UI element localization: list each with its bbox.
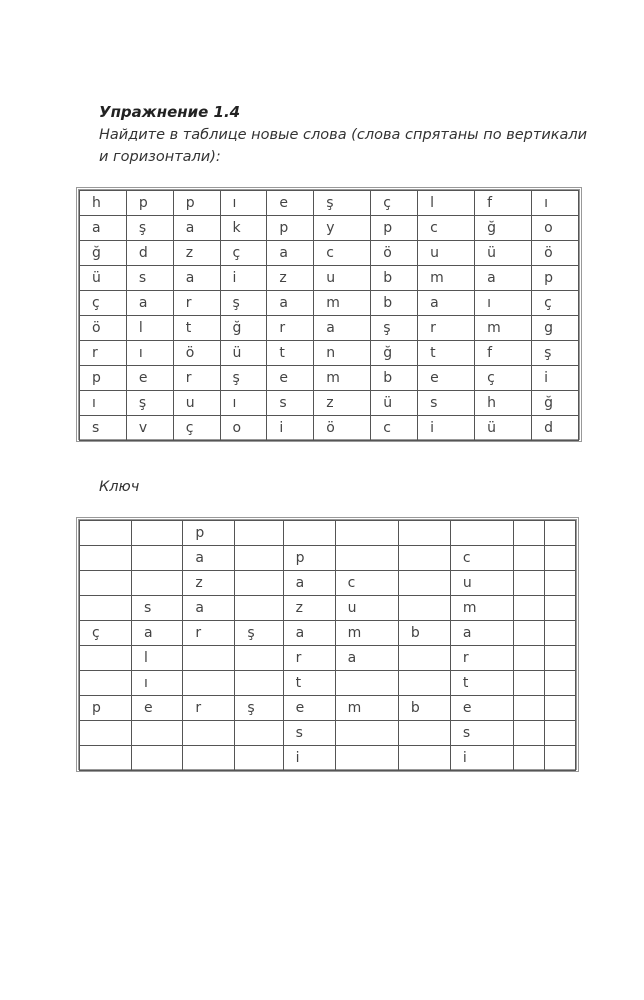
grid-cell: h (475, 391, 532, 416)
grid-row (80, 596, 576, 621)
exercise-title: Упражнение 1.4 (99, 103, 241, 121)
grid-cell: m (314, 366, 371, 391)
grid-cell (514, 621, 545, 646)
grid-cell: t (267, 341, 314, 366)
grid-row (80, 721, 576, 746)
grid-cell: ğ (371, 341, 418, 366)
answer-key-grid (76, 517, 579, 772)
grid-cell: ö (371, 241, 418, 266)
grid-cell: s (80, 416, 127, 441)
grid-cell: h (80, 191, 127, 216)
grid-cell: s (267, 391, 314, 416)
grid-cell: s (283, 721, 335, 746)
grid-cell: l (418, 191, 475, 216)
grid-cell: d (532, 416, 579, 441)
grid-cell (80, 671, 132, 696)
grid-cell (132, 721, 183, 746)
grid-cell: ü (475, 241, 532, 266)
grid-cell: p (183, 521, 235, 546)
grid-cell: ş (532, 341, 579, 366)
grid-cell: v (126, 416, 173, 441)
grid-cell: a (173, 216, 220, 241)
grid-cell (80, 571, 132, 596)
grid-row (80, 621, 576, 646)
grid-cell: s (450, 721, 513, 746)
grid-cell: ı (80, 391, 127, 416)
grid-cell: c (335, 571, 398, 596)
grid-cell: m (418, 266, 475, 291)
grid-cell (335, 521, 398, 546)
grid-cell: a (183, 596, 235, 621)
grid-cell (183, 671, 235, 696)
grid-row (80, 266, 579, 291)
grid-cell: a (80, 216, 127, 241)
grid-cell: a (335, 646, 398, 671)
grid-cell: t (283, 671, 335, 696)
grid-cell: i (418, 416, 475, 441)
grid-cell (398, 596, 450, 621)
grid-cell: p (80, 366, 127, 391)
grid-cell (80, 721, 132, 746)
grid-cell: a (475, 266, 532, 291)
grid-cell (545, 646, 576, 671)
grid-cell: e (450, 696, 513, 721)
grid-cell: m (450, 596, 513, 621)
grid-row (80, 696, 576, 721)
grid-cell: u (450, 571, 513, 596)
grid-cell (398, 646, 450, 671)
grid-cell (545, 571, 576, 596)
grid-row (80, 191, 579, 216)
grid-cell (545, 696, 576, 721)
grid-cell: ç (475, 366, 532, 391)
grid-cell: a (173, 266, 220, 291)
grid-cell: b (371, 291, 418, 316)
grid-row (80, 366, 579, 391)
grid-cell (80, 746, 132, 771)
grid-cell: ö (173, 341, 220, 366)
grid-cell: l (126, 316, 173, 341)
grid-row (80, 316, 579, 341)
exercise-instruction: Найдите в таблице новые слова (слова спрятаны по вертикали и горизонтали): (99, 127, 588, 165)
grid-cell: o (220, 416, 267, 441)
grid-cell: ö (314, 416, 371, 441)
grid-cell: k (220, 216, 267, 241)
grid-cell: ü (475, 416, 532, 441)
grid-cell (545, 521, 576, 546)
grid-cell: b (371, 366, 418, 391)
grid-cell: b (398, 621, 450, 646)
grid-cell: ş (126, 391, 173, 416)
grid-row (80, 571, 576, 596)
grid-row (80, 646, 576, 671)
grid-cell: ğ (80, 241, 127, 266)
grid-cell: p (371, 216, 418, 241)
grid-cell: a (450, 621, 513, 646)
grid-cell (235, 596, 283, 621)
grid-cell (80, 596, 132, 621)
grid-cell: ü (80, 266, 127, 291)
grid-cell: a (418, 291, 475, 316)
grid-cell: ğ (220, 316, 267, 341)
grid-cell (514, 671, 545, 696)
grid-cell (398, 521, 450, 546)
grid-cell: z (314, 391, 371, 416)
grid-cell: ç (173, 416, 220, 441)
grid-row (80, 341, 579, 366)
grid-row (80, 216, 579, 241)
grid-cell (514, 546, 545, 571)
grid-cell (398, 571, 450, 596)
grid-cell: t (418, 341, 475, 366)
grid-cell (545, 546, 576, 571)
grid-cell (514, 521, 545, 546)
grid-cell: ş (314, 191, 371, 216)
grid-cell: a (283, 621, 335, 646)
grid-cell: i (220, 266, 267, 291)
grid-cell (183, 721, 235, 746)
grid-cell (514, 596, 545, 621)
grid-cell (514, 646, 545, 671)
grid-cell: p (532, 266, 579, 291)
grid-cell: ç (80, 621, 132, 646)
grid-cell: s (418, 391, 475, 416)
grid-cell (545, 721, 576, 746)
grid-cell: b (371, 266, 418, 291)
grid-cell (235, 521, 283, 546)
grid-cell: g (532, 316, 579, 341)
grid-cell (335, 721, 398, 746)
grid-cell: m (475, 316, 532, 341)
grid-cell: a (267, 291, 314, 316)
grid-cell: ş (235, 621, 283, 646)
grid-cell (398, 746, 450, 771)
grid-cell: ı (220, 191, 267, 216)
grid-cell: i (532, 366, 579, 391)
grid-cell: r (173, 366, 220, 391)
grid-cell: z (267, 266, 314, 291)
grid-cell (235, 546, 283, 571)
grid-cell: a (314, 316, 371, 341)
grid-cell (545, 621, 576, 646)
grid-cell (235, 746, 283, 771)
grid-cell: a (267, 241, 314, 266)
grid-cell (235, 571, 283, 596)
grid-cell: z (173, 241, 220, 266)
grid-cell: z (183, 571, 235, 596)
grid-cell: ş (220, 291, 267, 316)
grid-cell: ç (80, 291, 127, 316)
grid-row (80, 391, 579, 416)
word-search-grid (76, 187, 582, 442)
grid-row (80, 521, 576, 546)
grid-cell (80, 646, 132, 671)
grid-cell: z (283, 596, 335, 621)
grid-row (80, 546, 576, 571)
grid-cell (132, 521, 183, 546)
grid-cell: ö (532, 241, 579, 266)
grid-cell: ü (220, 341, 267, 366)
grid-cell: e (267, 366, 314, 391)
grid-cell: e (267, 191, 314, 216)
grid-cell: r (450, 646, 513, 671)
grid-cell: s (126, 266, 173, 291)
grid-cell (132, 571, 183, 596)
grid-cell: d (126, 241, 173, 266)
grid-cell (398, 546, 450, 571)
grid-row (80, 241, 579, 266)
grid-cell: l (132, 646, 183, 671)
grid-cell (545, 596, 576, 621)
grid-cell (545, 671, 576, 696)
grid-cell (450, 521, 513, 546)
grid-row (80, 671, 576, 696)
grid-cell: ö (80, 316, 127, 341)
grid-cell: f (475, 341, 532, 366)
grid-cell: i (450, 746, 513, 771)
grid-cell: u (314, 266, 371, 291)
grid-cell: t (173, 316, 220, 341)
grid-cell: ı (475, 291, 532, 316)
grid-cell (398, 671, 450, 696)
grid-cell: u (418, 241, 475, 266)
grid-cell: ı (132, 671, 183, 696)
grid-cell (132, 746, 183, 771)
grid-cell: r (418, 316, 475, 341)
grid-cell (132, 546, 183, 571)
grid-cell: ç (371, 191, 418, 216)
grid-cell: r (80, 341, 127, 366)
grid-row (80, 291, 579, 316)
grid-cell: e (126, 366, 173, 391)
grid-cell: a (132, 621, 183, 646)
grid-cell: o (532, 216, 579, 241)
grid-cell (335, 671, 398, 696)
grid-cell: m (335, 621, 398, 646)
grid-cell: c (450, 546, 513, 571)
grid-cell: f (475, 191, 532, 216)
grid-cell: ı (220, 391, 267, 416)
grid-cell: ş (220, 366, 267, 391)
grid-cell: ç (220, 241, 267, 266)
grid-cell (398, 721, 450, 746)
grid-cell: m (314, 291, 371, 316)
grid-cell (514, 571, 545, 596)
grid-cell: y (314, 216, 371, 241)
grid-row (80, 746, 576, 771)
grid-cell (80, 546, 132, 571)
grid-cell: r (283, 646, 335, 671)
grid-cell: a (126, 291, 173, 316)
grid-cell (183, 746, 235, 771)
grid-cell: p (173, 191, 220, 216)
grid-cell: m (335, 696, 398, 721)
grid-cell: u (173, 391, 220, 416)
grid-cell: c (418, 216, 475, 241)
grid-cell: t (450, 671, 513, 696)
grid-cell: c (371, 416, 418, 441)
grid-row (80, 416, 579, 441)
grid-cell (514, 721, 545, 746)
grid-cell (283, 521, 335, 546)
grid-cell: i (267, 416, 314, 441)
grid-cell (335, 746, 398, 771)
grid-cell: u (335, 596, 398, 621)
grid-cell: r (183, 696, 235, 721)
grid-cell: e (132, 696, 183, 721)
grid-cell (80, 521, 132, 546)
grid-cell (335, 546, 398, 571)
grid-cell: p (267, 216, 314, 241)
grid-cell: c (314, 241, 371, 266)
grid-cell (545, 746, 576, 771)
grid-cell: p (80, 696, 132, 721)
grid-cell: a (183, 546, 235, 571)
grid-cell: i (283, 746, 335, 771)
grid-cell (514, 696, 545, 721)
grid-cell (235, 721, 283, 746)
grid-cell: s (132, 596, 183, 621)
grid-cell: ı (532, 191, 579, 216)
grid-cell (235, 671, 283, 696)
grid-cell (514, 746, 545, 771)
grid-cell: ş (126, 216, 173, 241)
grid-cell: ş (235, 696, 283, 721)
key-label: Ключ (99, 479, 140, 495)
grid-cell: r (183, 621, 235, 646)
grid-cell: ş (371, 316, 418, 341)
grid-cell: n (314, 341, 371, 366)
grid-cell: ğ (475, 216, 532, 241)
grid-cell: ç (532, 291, 579, 316)
grid-cell: p (126, 191, 173, 216)
grid-cell (235, 646, 283, 671)
grid-cell: a (283, 571, 335, 596)
grid-cell: p (283, 546, 335, 571)
grid-cell: ı (126, 341, 173, 366)
grid-cell: r (173, 291, 220, 316)
grid-cell: ü (371, 391, 418, 416)
grid-cell: r (267, 316, 314, 341)
grid-cell: e (418, 366, 475, 391)
grid-cell: ğ (532, 391, 579, 416)
grid-cell: b (398, 696, 450, 721)
grid-cell: e (283, 696, 335, 721)
grid-cell (183, 646, 235, 671)
